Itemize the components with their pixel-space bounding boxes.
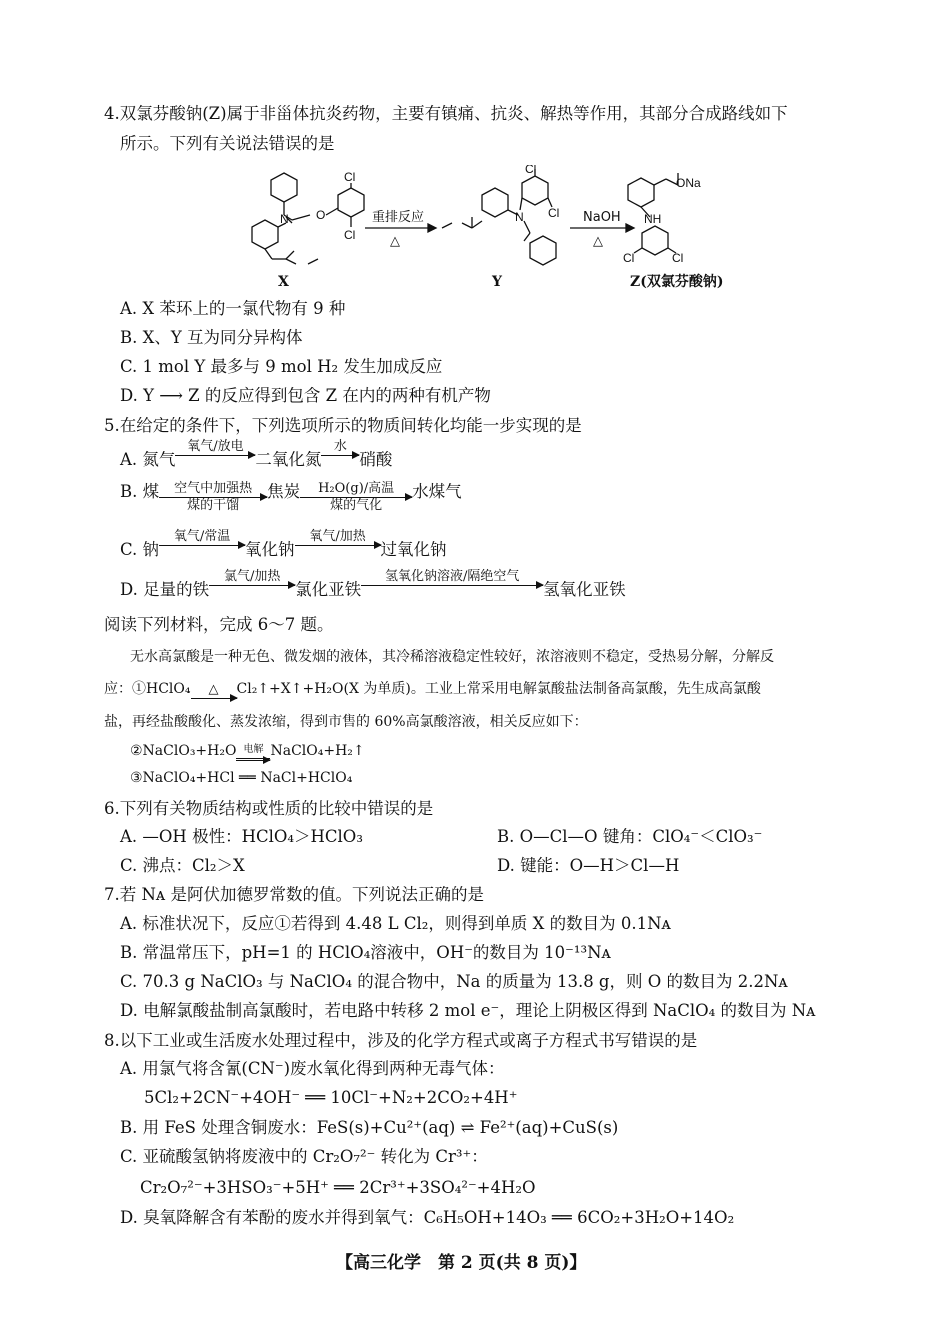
z-cl-left: Cl	[623, 251, 635, 265]
q5b-arrow1: 空气中加强热 煤的干馏	[159, 482, 267, 513]
z-cl-right: Cl	[672, 251, 684, 265]
q8-option-c-equation: Cr₂O₇²⁻+3HSO₃⁻+5H⁺ ══ 2Cr³⁺+3SO₄²⁻+4H₂O	[140, 1178, 536, 1197]
q4-option-c: C. 1 mol Y 最多与 9 mol H₂ 发生加成反应	[120, 357, 443, 376]
q5c-arrow1: 氧气/常温	[159, 530, 245, 561]
material-eq2: ②NaClO₃+H₂O 电解 NaClO₄+H₂↑	[130, 740, 365, 762]
q5c-end: 过氧化钠	[380, 540, 447, 559]
q5b-mid: 焦炭	[267, 482, 301, 501]
q5d-start: D. 足量的铁	[120, 580, 210, 599]
q5a-end: 硝酸	[359, 450, 393, 469]
q5c-mid: 氧化钠	[245, 540, 295, 559]
q5-stem: 5.在给定的条件下，下列选项所示的物质间转化均能一步实现的是	[104, 416, 582, 435]
q4-option-a: A. X 苯环上的一氯代物有 9 种	[120, 299, 346, 318]
q8-option-c: C. 亚硫酸氢钠将废液中的 Cr₂O₇²⁻ 转化为 Cr³⁺：	[120, 1147, 488, 1166]
q5a-arrow1: 氧气/放电	[175, 440, 255, 471]
q5a-start: A. 氮气	[120, 450, 176, 469]
q6-stem: 6.下列有关物质结构或性质的比较中错误的是	[104, 799, 434, 818]
x-top-benzene-ring	[271, 173, 297, 202]
x-dichlorophenyl-ring	[338, 188, 364, 217]
q5c-start: C. 钠	[120, 540, 160, 559]
q4-option-d: D. Y ⟶ Z 的反应得到包含 Z 在内的两种有机产物	[120, 386, 491, 405]
x-bottom-benzene-ring	[252, 220, 278, 249]
q8-option-d: D. 臭氧降解含有苯酚的废水并得到氧气：C₆H₅OH+14O₃ ══ 6CO₂+3H₂O+14O₂	[120, 1208, 735, 1227]
label-y: Y	[492, 274, 502, 290]
arrow1-label-bottom: △	[390, 234, 400, 249]
reaction-scheme	[230, 165, 790, 295]
y-cl-right: Cl	[548, 206, 560, 220]
q5-option-c	[120, 530, 447, 561]
material-intro: 阅读下列材料，完成 6～7 题。	[104, 615, 334, 634]
z-nh: NH	[644, 212, 662, 226]
x-cl-top: Cl	[344, 170, 356, 184]
x-cl-bottom: Cl	[344, 228, 356, 242]
q6-option-d: D. 键能：O—H＞Cl—H	[497, 856, 680, 875]
q8-option-a: A. 用氯气将含氰(CN⁻)废水氧化得到两种无毒气体：	[120, 1059, 505, 1078]
q5-option-d	[120, 570, 626, 601]
z-phenylacetate-ring	[628, 178, 654, 207]
q6-option-a: A. —OH 极性：HClO₄＞HClO₃	[120, 827, 363, 846]
q8-option-a-equation: 5Cl₂+2CN⁻+4OH⁻ ══ 10Cl⁻+N₂+2CO₂+4H⁺	[144, 1088, 518, 1107]
q7-option-c: C. 70.3 g NaClO₃ 与 NaClO₄ 的混合物中，Na 的质量为 13.8 g，则 O 的数目为 2.2Nᴀ	[120, 972, 788, 991]
q7-option-b: B. 常温常压下，pH=1 的 HClO₄溶液中，OH⁻的数目为 10⁻¹³Nᴀ	[120, 943, 611, 962]
q7-option-d: D. 电解氯酸盐制高氯酸时，若电路中转移 2 mol e⁻，理论上阴极区得到 NaClO₄ 的数目为 Nᴀ	[120, 1001, 816, 1020]
q6-option-b: B. O—Cl—O 键角：ClO₄⁻＜ClO₃⁻	[497, 827, 763, 846]
y-n-atom: N	[515, 210, 524, 224]
y-phenylacetate-ring	[482, 188, 508, 217]
material-electrolysis-sign: 电解	[236, 743, 270, 762]
q7-stem: 7.若 Nᴀ 是阿伏加德罗常数的值。下列说法正确的是	[104, 885, 484, 904]
q4-stem-line1: 4.双氯芬酸钠(Z)属于非甾体抗炎药物，主要有镇痛、抗炎、解热等作用，其部分合成路线如下	[104, 104, 788, 123]
z-ona: ONa	[676, 176, 701, 190]
label-x: X	[278, 274, 289, 290]
x-n-atom: N	[280, 212, 289, 226]
q8-option-b: B. 用 FeS 处理含铜废水：FeS(s)+Cu²⁺(aq) ⇌ Fe²⁺(aq)+CuS(s)	[120, 1118, 619, 1137]
q5d-mid: 氯化亚铁	[295, 580, 362, 599]
q5a-mid: 二氧化氮	[255, 450, 322, 469]
y-dichlorophenyl-ring	[522, 176, 548, 205]
q5b-arrow2: H₂O(g)/高温 煤的气化	[300, 482, 412, 513]
material-heat-arrow: △	[191, 683, 237, 700]
arrow1-label-top: 重排反应	[372, 210, 425, 225]
q5-option-a	[120, 440, 392, 471]
arrow2-label-top: NaOH	[583, 210, 621, 225]
q5-option-b	[120, 482, 462, 513]
q5a-arrow2: 水	[321, 440, 359, 471]
page-footer: 【高三化学 第 2 页(共 8 页)】	[336, 1253, 587, 1273]
material-para-line3: 盐，再经盐酸酸化、蒸发浓缩，得到市售的 60%高氯酸溶液，相关反应如下：	[104, 714, 588, 730]
q5d-end: 氢氧化亚铁	[543, 580, 626, 599]
q8-stem: 8.以下工业或生活废水处理过程中，涉及的化学方程式或离子方程式书写错误的是	[104, 1031, 698, 1050]
q7-option-a: A. 标准状况下，反应①若得到 4.48 L Cl₂，则得到单质 X 的数目为 0.1Nᴀ	[120, 914, 671, 933]
q5c-arrow2: 氧气/加热	[295, 530, 381, 561]
q6-option-c: C. 沸点：Cl₂＞X	[120, 856, 245, 875]
q5d-arrow2: 氢氧化钠溶液/隔绝空气	[361, 570, 543, 601]
q5b-start: B. 煤	[120, 482, 160, 501]
label-z: Z(双氯芬酸钠)	[630, 274, 724, 290]
arrow2-label-bottom: △	[593, 234, 603, 249]
q5d-arrow1: 氯气/加热	[209, 570, 295, 601]
x-o-atom: O	[316, 208, 326, 222]
q4-stem-line2: 所示。下列有关说法错误的是	[120, 134, 335, 153]
material-para-line1: 无水高氯酸是一种无色、微发烟的液体，其冷稀溶液稳定性较好，浓溶液则不稳定，受热易分解，分解反	[130, 649, 774, 665]
q4-option-b: B. X、Y 互为同分异构体	[120, 328, 303, 347]
y-cl-top: Cl	[525, 165, 537, 176]
material-eq3: ③NaClO₄+HCl ══ NaCl+HClO₄	[130, 770, 353, 786]
q5b-end: 水煤气	[412, 482, 462, 501]
z-dichlorophenyl-ring	[642, 226, 668, 255]
material-para-line2: 应：①HClO₄ △ Cl₂↑+X↑+H₂O(X 为单质)。工业上常采用电解氯酸盐法制备高氯酸，先生成高氯酸	[104, 678, 761, 700]
y-benzoyl-ring	[530, 236, 556, 265]
